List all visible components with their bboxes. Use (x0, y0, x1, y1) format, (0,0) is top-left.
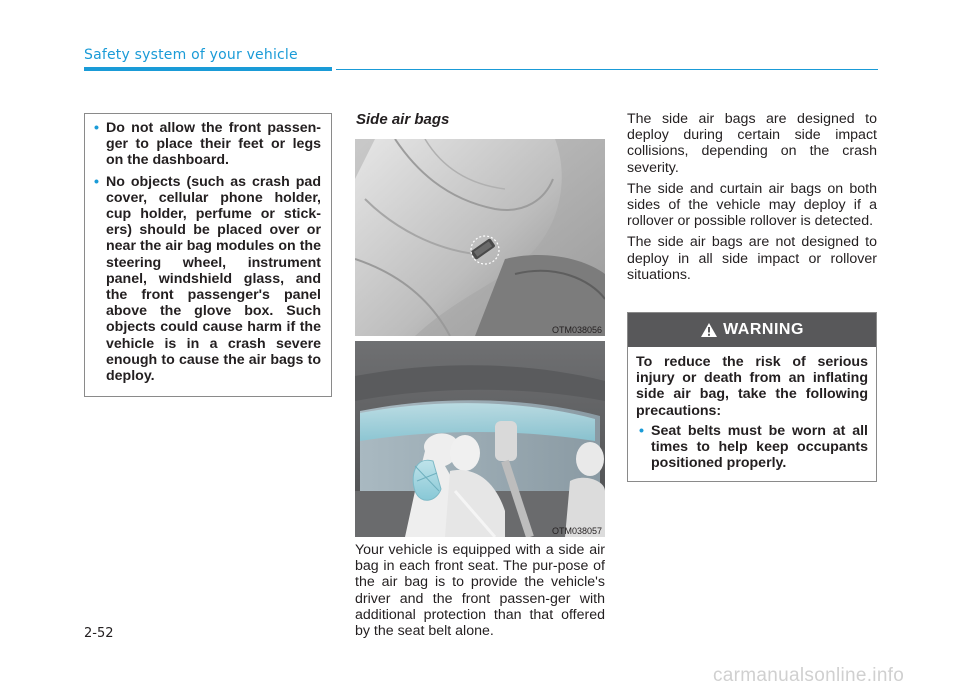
bullet-icon: • (94, 173, 99, 190)
caution-item (91, 120, 321, 169)
warning-triangle-icon (700, 322, 718, 338)
section-heading: Side air bags (356, 111, 450, 128)
warning-item (636, 423, 868, 472)
warning-label: WARNING (723, 321, 804, 338)
caution-item-text: No objects (such as crash pad cover, cellular phone holder, cup holder, perfume or stick-ers) should be placed over or near the air bag modules on the steering wheel, instrument panel, windshield glass, and the front passenger's panel above the glove box. Such objects could cause harm if the vehicle is in a crash severe enough to cause the air bags to deploy. (106, 173, 321, 385)
bullet-icon: • (639, 422, 644, 439)
seat-airbag-illustration (355, 139, 605, 336)
cabin-illustration-graphic (355, 341, 605, 537)
right-column-text (627, 111, 877, 288)
deployed-airbag-illustration (355, 341, 605, 537)
warning-box (627, 312, 877, 482)
body-paragraph: The side and curtain air bags on both sides of the vehicle may deploy if a rollover or possible rollover is detected. (627, 180, 877, 230)
caution-item-text: Do not allow the front passen-ger to place their feet or legs on the dashboard. (106, 120, 321, 169)
caution-item (91, 174, 321, 385)
warning-intro: To reduce the risk of serious injury or death from an inflating side air bag, take the following precautions: (636, 354, 868, 419)
page-number: 2-52 (84, 626, 114, 641)
figure-code: OTM038057 (551, 526, 602, 536)
figure-code: OTM038056 (551, 325, 602, 335)
warning-list (636, 423, 868, 472)
header-rule-thick (84, 67, 332, 71)
header-rule-thin (336, 69, 878, 70)
side-airbag-paragraph: Your vehicle is equipped with a side air bag in each front seat. The pur-pose of the air bag is to provide the vehicle's driver and the front passen-ger with additional protection than that offered by the seat belt alone. (355, 542, 605, 640)
watermark: carmanualsonline.info (713, 665, 905, 686)
bullet-icon: • (94, 120, 99, 136)
warning-banner (628, 313, 876, 347)
seat-illustration-graphic (355, 139, 605, 336)
body-paragraph: The side air bags are designed to deploy during certain side impact collisions, depending on the crash severity. (627, 111, 877, 176)
caution-list (91, 120, 321, 384)
body-paragraph: The side air bags are not designed to deploy in all side impact or rollover situations. (627, 234, 877, 283)
section-title: Safety system of your vehicle (84, 47, 298, 63)
warning-item-text: Seat belts must be worn at all times to help keep occupants positioned properly. (651, 422, 868, 472)
caution-box (84, 113, 332, 397)
warning-body (628, 347, 876, 471)
